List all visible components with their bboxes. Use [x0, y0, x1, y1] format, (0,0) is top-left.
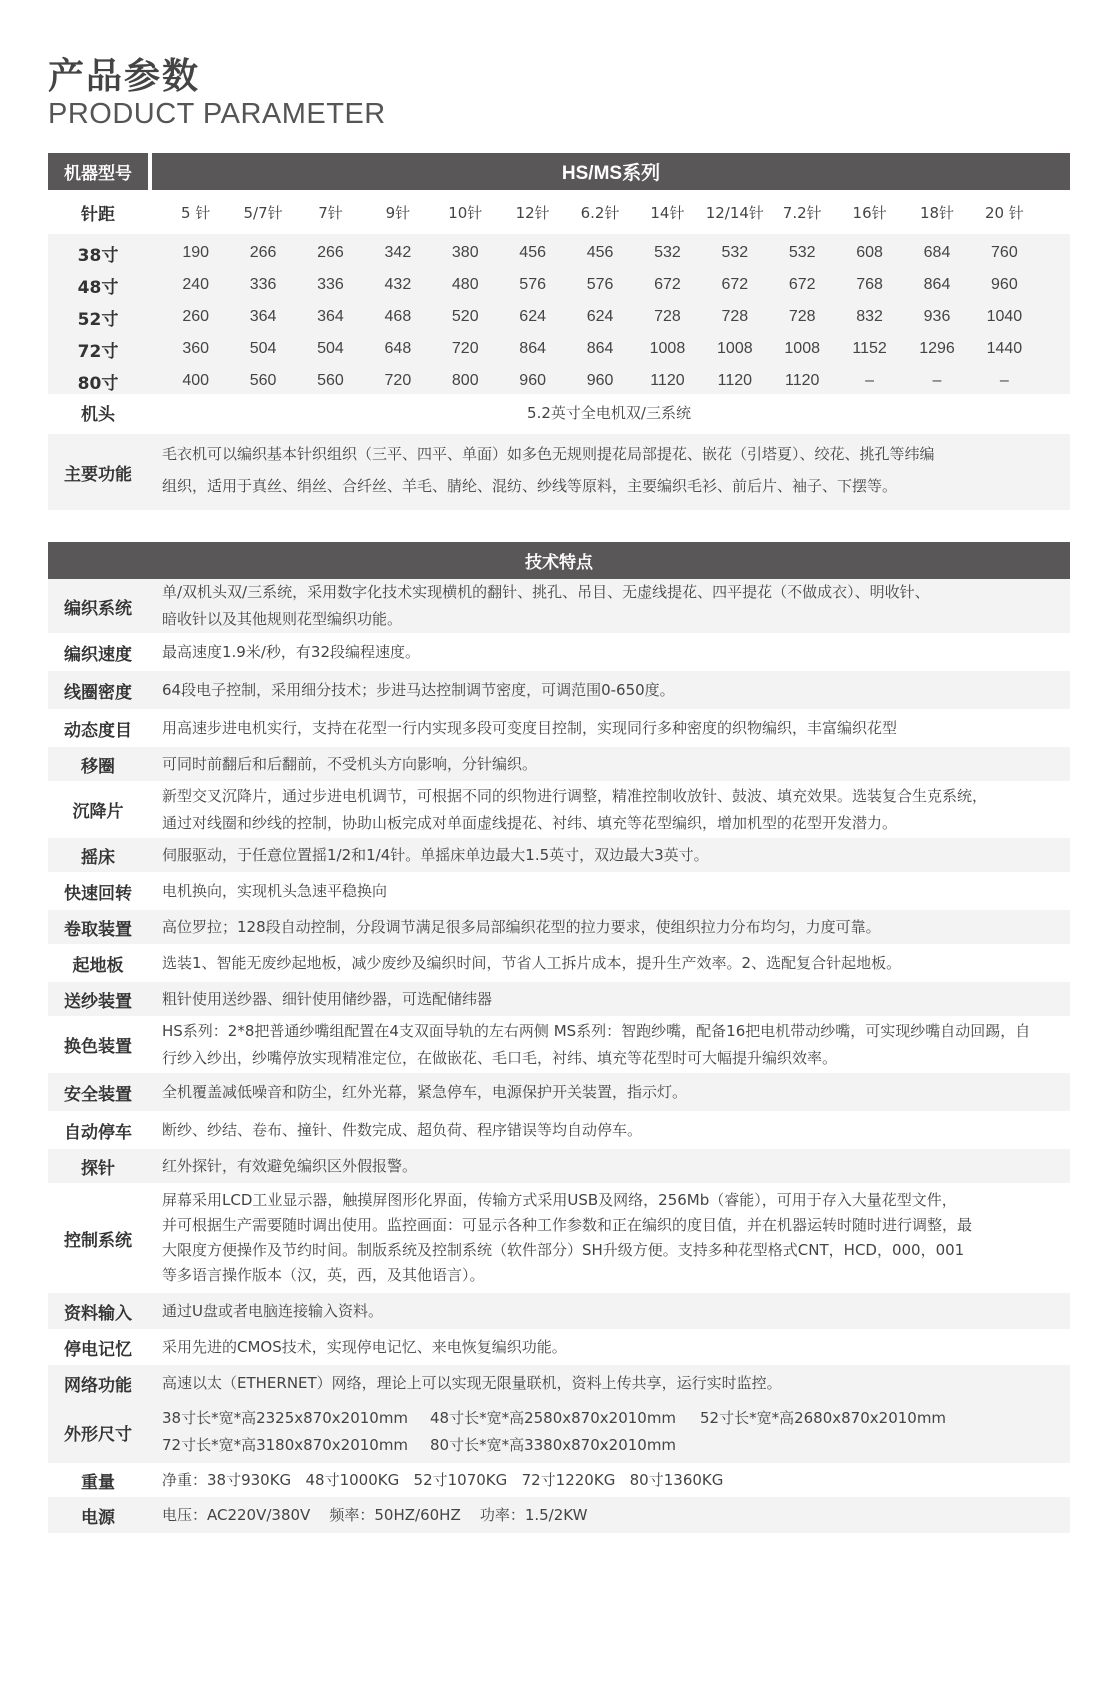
weight-value: 52寸1070KG: [413, 1470, 508, 1489]
needle-count-cell: 648: [384, 340, 412, 357]
tech-row-line: 大限度方便操作及节约时间。制版系统及控制系统（软件部分）SH升级方便。支持多种花型格式CNT，HCD，000，001: [162, 1241, 965, 1259]
tech-row-text: [148, 982, 1070, 1016]
dimensions-text: [148, 1401, 1070, 1463]
needle-count-cell: 864: [923, 276, 951, 293]
needle-count-cell: 760: [991, 244, 1018, 261]
tech-row-line: HS系列：2*8把普通纱嘴组配置在4支双面导轨的左右两侧 MS系列：智跑纱嘴，配备16把电机带动纱嘴，可实现纱嘴自动回踢，自: [162, 1021, 1031, 1040]
tech-row-text: [148, 633, 1070, 671]
needle-count-cell: 960: [586, 372, 614, 389]
tech-row-label: 停电记忆: [64, 1339, 132, 1360]
needle-count-cell: 260: [182, 308, 210, 325]
function-line: 组织，适用于真丝、绢丝、合纤丝、羊毛、腈纶、混纺、纱线等原料，主要编织毛衫、前后片、袖子、下摆等。: [162, 477, 898, 495]
tech-row-text: [148, 747, 1070, 781]
tech-row-label: 起地板: [72, 955, 124, 976]
dimension-value: 38寸长*宽*高2325x870x2010mm: [162, 1409, 409, 1427]
weight-value: 72寸1220KG: [521, 1470, 616, 1489]
power-text: [148, 1497, 1070, 1533]
tech-row-label: 线圈密度: [64, 682, 132, 703]
tech-row-label: 控制系统: [64, 1230, 132, 1251]
weight-value: 80寸1360KG: [629, 1470, 724, 1489]
tech-row-line: 选装1、智能无废纱起地板，减少废纱及编织时间，节省人工拆片成本，提升生产效率。2、选配复合针起地板。: [162, 953, 902, 972]
tech-row: [48, 1365, 1070, 1401]
tech-row: [48, 1329, 1070, 1365]
needle-count-cell: 672: [654, 276, 681, 293]
needle-count-cell: 728: [721, 308, 749, 325]
needle-count-cell: 1008: [784, 340, 820, 357]
tech-row-text: [148, 781, 1070, 838]
needle-count-cell: 364: [249, 308, 277, 325]
tech-row: [48, 1183, 1070, 1293]
needle-count-cell: 400: [182, 372, 210, 389]
power-value: 频率：50HZ/60HZ: [329, 1505, 461, 1524]
tech-table: [48, 542, 1070, 1533]
tech-row-text: [148, 1149, 1070, 1183]
size-row: [48, 333, 1070, 365]
needle-count-cell: 720: [451, 340, 479, 357]
needle-gauge-cell: 9针: [385, 203, 411, 222]
tech-row-label: 摇床: [81, 847, 115, 868]
needle-count-cell: 504: [317, 340, 344, 357]
needle-count-cell: 720: [384, 372, 412, 389]
tech-row-line: 最高速度1.9米/秒，有32段编程速度。: [162, 642, 420, 661]
tech-row-text: [148, 1183, 1070, 1293]
needle-count-cell: 456: [586, 244, 614, 261]
needle-count-cell: 364: [317, 308, 344, 325]
tech-row-line: 断纱、纱结、卷布、撞针、件数完成、超负荷、程序错误等均自动停车。: [162, 1120, 643, 1139]
tech-row: [48, 747, 1070, 781]
tech-row: [48, 633, 1070, 671]
tech-row-text: [148, 1293, 1070, 1329]
needle-count-cell: 1120: [717, 372, 753, 389]
tech-row-label: 送纱装置: [64, 991, 132, 1012]
needle-count-cell: 960: [519, 372, 546, 389]
needle-count-cell: 864: [519, 340, 546, 357]
needle-count-cell: 672: [721, 276, 749, 293]
tech-row-label: 探针: [81, 1158, 115, 1179]
needle-count-cell: 800: [451, 372, 479, 389]
needle-gauge-cell: 18针: [919, 203, 955, 222]
needle-count-cell: 1008: [649, 340, 686, 357]
size-label: 48寸: [77, 277, 119, 298]
tech-row: [48, 982, 1070, 1016]
dimensions-row: [48, 1401, 1070, 1463]
tech-row-text: [148, 872, 1070, 910]
tech-row: [48, 709, 1070, 747]
needle-count-cell: 768: [856, 276, 883, 293]
needle-count-cell: 624: [586, 308, 614, 325]
tech-row-label: 自动停车: [64, 1122, 132, 1143]
tech-row-line: 高速以太（ETHERNET）网络，理论上可以实现无限量联机，资料上传共享，运行实时监控。: [162, 1373, 782, 1392]
needle-gauge-cell: 10针: [448, 203, 483, 222]
needle-count-cell: 380: [451, 244, 479, 261]
needle-count-cell: –: [932, 372, 942, 389]
tech-row-line: 粗针使用送纱器、细针使用储纱器，可选配储纬器: [162, 989, 493, 1008]
tech-row-line: 高位罗拉；128段自动控制，分段调节满足很多局部编织花型的拉力要求，使组织拉力分布均匀，力度可靠。: [162, 917, 881, 936]
needle-count-cell: 728: [788, 308, 816, 325]
needle-count-cell: 1120: [785, 372, 820, 389]
needle-count-cell: 360: [182, 340, 210, 357]
function-line: 毛衣机可以编织基本针织组织（三平、四平、单面）如多色无规则提花局部提花、嵌花（引塔夏）、绞花、挑孔等纬编: [162, 445, 935, 463]
needle-count-cell: 672: [788, 276, 816, 293]
power-row: [48, 1497, 1070, 1533]
dimension-value: 52寸长*宽*高2680x870x2010mm: [700, 1409, 947, 1427]
needle-count-cell: 1008: [717, 340, 753, 357]
tech-row-line: 电机换向，实现机头急速平稳换向: [162, 881, 388, 900]
size-label: 52寸: [77, 309, 119, 330]
needle-count-cell: 864: [586, 340, 614, 357]
needle-count-cell: 608: [856, 244, 883, 261]
page-subtitle: PRODUCT PARAMETER: [48, 98, 386, 130]
function-label: 主要功能: [64, 464, 132, 485]
tech-row-label: 安全装置: [64, 1084, 132, 1105]
power-label: 电源: [81, 1507, 115, 1528]
tech-row-line: 屏幕采用LCD工业显示器，触摸屏图形化界面，传输方式采用USB及网络，256Mb（睿能），可用于存入大量花型文件，: [162, 1191, 957, 1209]
tech-row-label: 编织系统: [64, 598, 132, 619]
size-row: [48, 301, 1070, 333]
tech-row-line: 行纱入纱出，纱嘴停放实现精准定位，在做嵌花、毛口毛，衬纬、填充等花型时可大幅提升编织效率。: [162, 1048, 838, 1067]
head-label: 机头: [81, 404, 115, 425]
tech-row-text: [148, 1365, 1070, 1401]
series-title: HS/MS系列: [152, 153, 1070, 190]
needle-count-cell: 336: [249, 276, 277, 293]
tech-row: [48, 1016, 1070, 1073]
tech-row-label: 动态度目: [64, 720, 132, 741]
tech-row: [48, 579, 1070, 633]
needle-count-cell: 1440: [986, 340, 1023, 357]
tech-row-text: [148, 1111, 1070, 1149]
needle-gauge-cell: 14针: [650, 203, 685, 222]
needle-count-cell: 624: [519, 308, 546, 325]
tech-title: 技术特点: [48, 542, 1070, 579]
needle-count-cell: 266: [317, 244, 344, 261]
size-label: 80寸: [77, 373, 119, 394]
tech-row-label: 卷取装置: [64, 919, 132, 940]
tech-row-line: 新型交叉沉降片，通过步进电机调节，可根据不同的织物进行调整，精准控制收放针、鼓波、填充效果。选装复合生克系统，: [162, 786, 988, 805]
needle-count-cell: 532: [788, 244, 816, 261]
tech-row-label: 编织速度: [64, 644, 132, 665]
needle-label: 针距: [81, 204, 115, 225]
needle-gauge-cell: 16针: [852, 203, 887, 222]
tech-row-line: 采用先进的CMOS技术，实现停电记忆、来电恢复编织功能。: [162, 1337, 567, 1356]
size-row: [48, 269, 1070, 301]
needle-count-cell: 1120: [650, 372, 685, 389]
needle-gauge-cell: 7针: [318, 203, 343, 222]
tech-row-label: 网络功能: [64, 1375, 132, 1396]
tech-row: [48, 671, 1070, 709]
tech-row: [48, 872, 1070, 910]
weight-row: [48, 1463, 1070, 1497]
needle-count-cell: 480: [451, 276, 479, 293]
tech-row-text: [148, 1073, 1070, 1111]
needle-count-cell: 936: [923, 308, 951, 325]
dimension-value: 80寸长*宽*高3380x870x2010mm: [430, 1436, 677, 1454]
needle-count-cell: 532: [721, 244, 749, 261]
tech-row-line: 单/双机头双/三系统，采用数字化技术实现横机的翻针、挑孔、吊目、无虚线提花、四平提花（不做成衣）、明收针、: [162, 583, 930, 601]
needle-count-cell: 728: [654, 308, 681, 325]
tech-row-label: 资料输入: [64, 1303, 132, 1324]
weight-value: 48寸1000KG: [305, 1470, 400, 1489]
function-row: [48, 434, 1070, 510]
needle-count-cell: 532: [654, 244, 681, 261]
weight-label: 重量: [81, 1472, 115, 1493]
needle-count-cell: 960: [991, 276, 1018, 293]
needle-gauge-cell: 12/14针: [705, 203, 764, 222]
tech-row-line: 红外探针，有效避免编织区外假报警。: [162, 1156, 418, 1175]
needle-count-cell: 190: [182, 244, 210, 261]
tech-row-text: [148, 944, 1070, 982]
tech-row-line: 全机覆盖减低噪音和防尘，红外光幕，紧急停车，电源保护开关装置，指示灯。: [162, 1082, 688, 1101]
tech-row-line: 通过U盘或者电脑连接输入资料。: [162, 1301, 383, 1320]
tech-row-line: 等多语言操作版本（汉，英，西，及其他语言）。: [162, 1266, 485, 1284]
tech-row-line: 可同时前翻后和后翻前，不受机头方向影响，分针编织。: [162, 754, 538, 773]
size-label: 38寸: [77, 245, 119, 266]
tech-row: [48, 781, 1070, 838]
needle-row: [48, 190, 1070, 234]
power-value: 功率：1.5/2KW: [479, 1505, 588, 1524]
needle-gauge-cell: 5 针: [181, 203, 211, 222]
tech-row-text: [148, 709, 1070, 747]
needle-gauge-cell: 5/7针: [243, 203, 283, 222]
needle-count-cell: 468: [384, 308, 412, 325]
tech-row: [48, 1149, 1070, 1183]
tech-row-text: [148, 1016, 1070, 1073]
needle-count-cell: 560: [249, 372, 277, 389]
spec-table: [48, 153, 1070, 510]
needle-gauge-cell: 6.2针: [580, 203, 620, 222]
needle-gauge-cell: 20 针: [984, 203, 1024, 222]
tech-row-line: 通过对线圈和纱线的控制，协助山板完成对单面虚线提花、衬纬、填充等花型编织，增加机型的花型开发潜力。: [162, 813, 898, 832]
tech-row-label: 换色装置: [64, 1037, 132, 1057]
head-value: 5.2英寸全电机双/三系统: [527, 403, 691, 422]
needle-count-cell: 1152: [852, 340, 887, 357]
needle-count-cell: –: [999, 372, 1009, 389]
needle-count-cell: 560: [317, 372, 344, 389]
weight-value: 净重：38寸930KG: [162, 1470, 292, 1489]
tech-row-text: [148, 579, 1070, 633]
tech-row: [48, 1073, 1070, 1111]
needle-count-cell: 576: [519, 276, 546, 293]
head-row: [48, 394, 1070, 430]
needle-gauge-cell: 12针: [515, 203, 550, 222]
needle-count-cell: 684: [923, 244, 951, 261]
size-row: [48, 237, 1070, 269]
needle-count-cell: 432: [384, 276, 412, 293]
model-label: 机器型号: [48, 153, 148, 190]
tech-row-line: 伺服驱动，于任意位置摇1/2和1/4针。单摇床单边最大1.5英寸，双边最大3英寸。: [162, 845, 709, 864]
tech-row-label: 沉降片: [72, 802, 124, 822]
size-block: [48, 234, 1070, 394]
needle-count-cell: 1296: [919, 340, 955, 357]
size-row: [48, 365, 1070, 397]
tech-row-text: [148, 671, 1070, 709]
function-text: [148, 434, 1070, 510]
dimensions-label: 外形尺寸: [64, 1424, 132, 1445]
tech-row: [48, 838, 1070, 872]
needle-count-cell: –: [865, 372, 875, 389]
page-title: 产品参数: [48, 56, 201, 97]
needle-count-cell: 336: [317, 276, 344, 293]
tech-row-line: 暗收针以及其他规则花型编织功能。: [162, 610, 403, 628]
dimension-value: 48寸长*宽*高2580x870x2010mm: [430, 1409, 677, 1427]
tech-row-label: 移圈: [81, 756, 115, 777]
needle-count-cell: 266: [249, 244, 277, 261]
size-label: 72寸: [77, 341, 119, 362]
tech-row-text: [148, 1329, 1070, 1365]
needle-count-cell: 504: [249, 340, 277, 357]
tech-row: [48, 1293, 1070, 1329]
tech-row-line: 用高速步进电机实行，支持在花型一行内实现多段可变度目控制，实现同行多种密度的织物编织，丰富编织花型: [162, 718, 898, 737]
needle-count-cell: 520: [451, 308, 479, 325]
spec-header: [48, 153, 1070, 190]
needle-count-cell: 576: [586, 276, 614, 293]
needle-count-cell: 240: [182, 276, 210, 293]
tech-row-label: 快速回转: [64, 883, 132, 904]
needle-count-cell: 832: [856, 308, 883, 325]
tech-row: [48, 944, 1070, 982]
needle-count-cell: 456: [519, 244, 546, 261]
power-value: 电压：AC220V/380V: [162, 1505, 311, 1524]
tech-row-text: [148, 838, 1070, 872]
needle-count-cell: 1040: [986, 308, 1023, 325]
needle-count-cell: 342: [384, 244, 412, 261]
tech-row-line: 并可根据生产需要随时调出使用。监控画面：可显示各种工作参数和正在编织的度目值，并在机器运转时随时进行调整，最: [162, 1216, 973, 1234]
tech-row: [48, 910, 1070, 944]
tech-row-line: 64段电子控制，采用细分技术；步进马达控制调节密度，可调范围0-650度。: [162, 680, 675, 699]
tech-row: [48, 1111, 1070, 1149]
needle-gauge-cell: 7.2针: [782, 203, 822, 222]
dimension-value: 72寸长*宽*高3180x870x2010mm: [162, 1436, 409, 1454]
tech-row-text: [148, 910, 1070, 944]
weight-text: [148, 1463, 1070, 1497]
